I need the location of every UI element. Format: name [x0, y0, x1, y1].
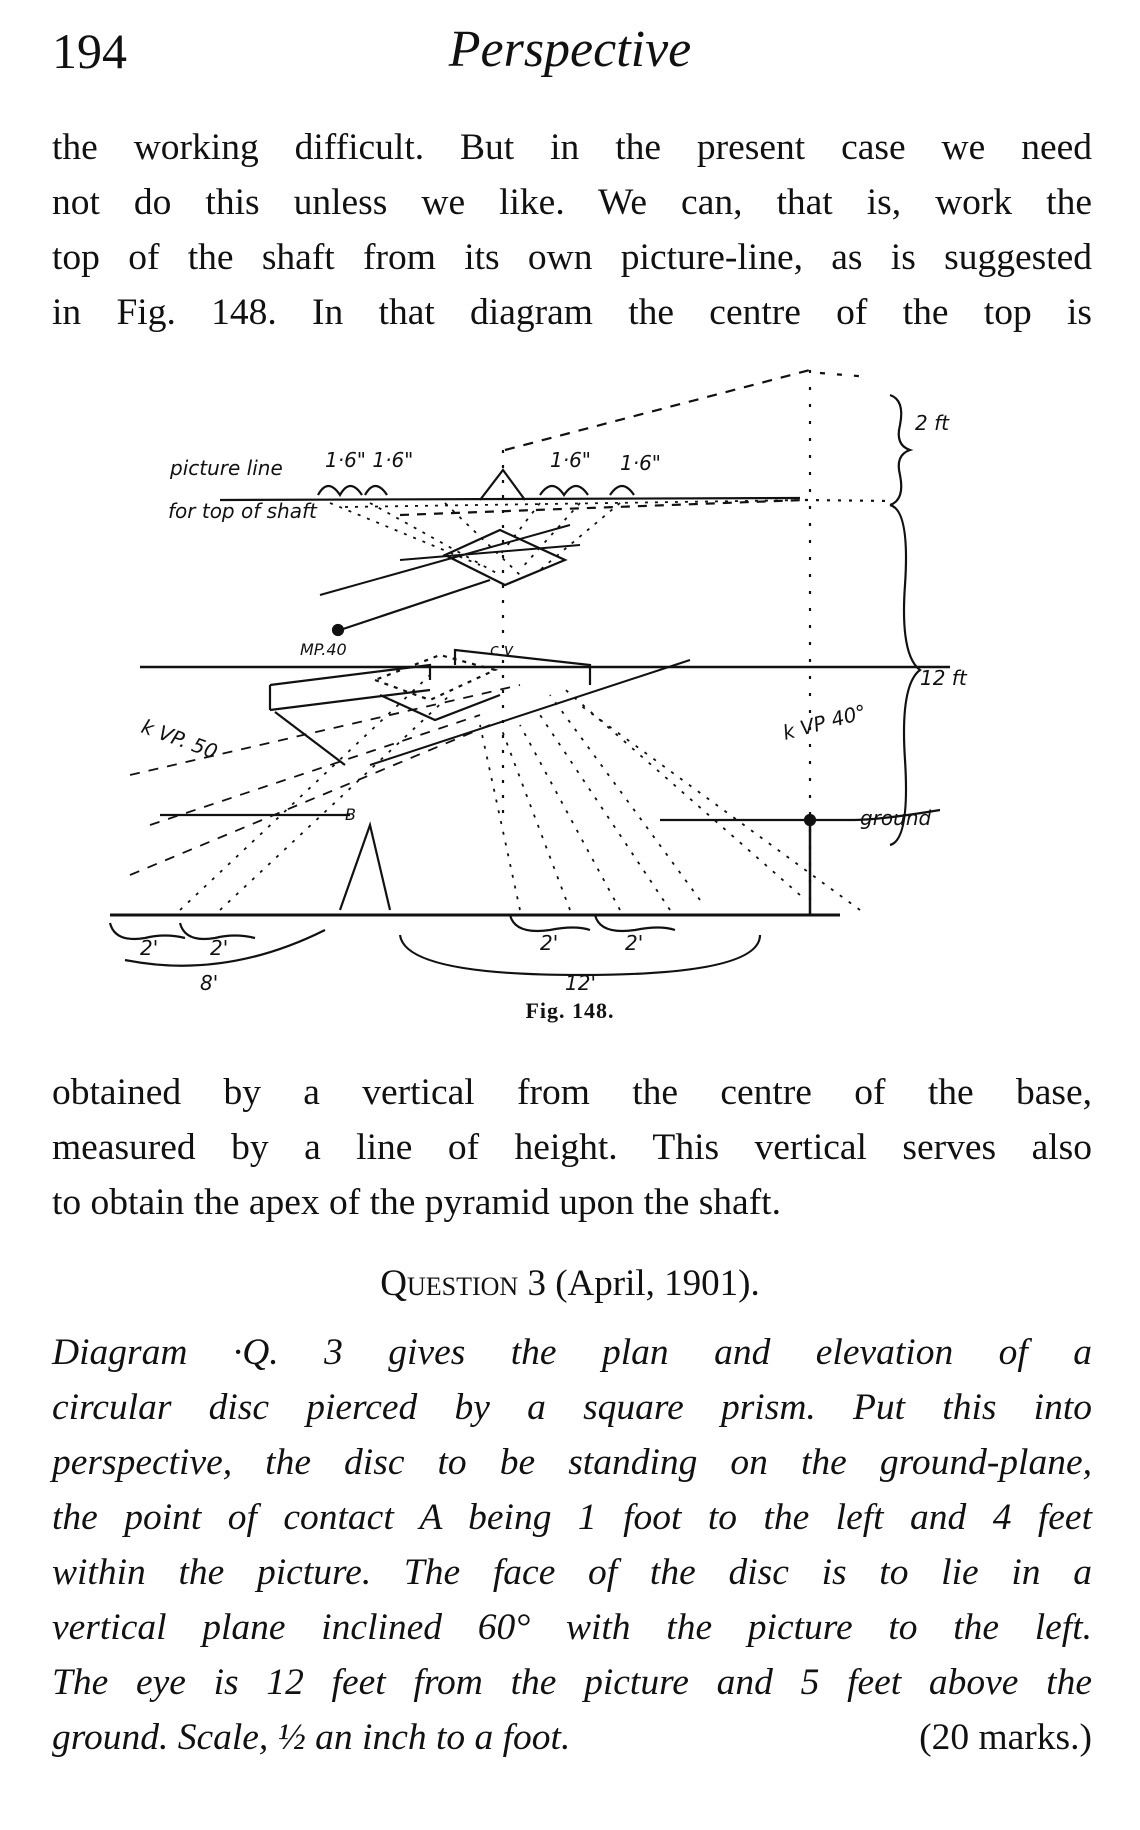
- label-picture-line: picture line: [170, 456, 283, 480]
- label-2-a: 2': [140, 936, 159, 960]
- label-dims-left: 1·6" 1·6": [325, 448, 414, 472]
- label-2-c: 2': [540, 931, 559, 955]
- page-number: 194: [52, 23, 127, 79]
- base-box: [270, 650, 590, 710]
- label-point-b: B: [345, 805, 356, 824]
- label-dims-right-2: 1·6": [620, 451, 662, 475]
- brace-12ft: [890, 505, 920, 845]
- label-2-b: 2': [210, 936, 229, 960]
- text-line: to obtain the apex of the pyramid upon the shaft.: [52, 1182, 781, 1223]
- text-line-last: [52, 1710, 1092, 1765]
- question-heading-word: Question: [380, 1263, 519, 1304]
- label-2-d: 2': [625, 931, 644, 955]
- marks-label: (20 marks.): [919, 1717, 1092, 1758]
- label-8: 8': [200, 971, 219, 995]
- text-line: obtained by a vertical from the centre of the base,: [52, 1072, 1092, 1113]
- text-line: perspective, the disc to be standing on the ground-plane,: [52, 1442, 1092, 1483]
- dashed-line-top: [505, 370, 810, 450]
- text-line: the point of contact A being 1 foot to the left and 4 feet: [52, 1497, 1092, 1538]
- text-line: The eye is 12 feet from the picture and 5 feet above the: [52, 1662, 1092, 1703]
- label-12ft: 12 ft: [920, 666, 967, 690]
- label-mp: MP.40: [300, 640, 347, 659]
- text-line: vertical plane inclined 60° with the picture to the left.: [52, 1607, 1092, 1648]
- question-heading: [0, 1262, 1140, 1305]
- question-heading-rest: 3 (April, 1901).: [518, 1263, 760, 1304]
- label-2ft: 2 ft: [915, 411, 949, 435]
- text-line: not do this unless we like. We can, that is, work the: [52, 182, 1092, 223]
- text-line: measured by a line of height. This vertical serves also: [52, 1127, 1092, 1168]
- text-line: Diagram ·Q. 3 gives the plan and elevation of a: [52, 1332, 1092, 1373]
- paragraph-1: [52, 120, 1092, 340]
- text-line: within the picture. The face of the disc is to lie in a: [52, 1552, 1092, 1593]
- figure-148-diagram: [100, 355, 1020, 1025]
- label-vp-right: k VP 40°: [780, 699, 869, 745]
- brace-2ft: [890, 395, 910, 505]
- text-line: top of the shaft from its own picture-line, as is suggested: [52, 237, 1092, 278]
- label-cv: c v: [490, 640, 514, 659]
- running-head: Perspective: [448, 21, 692, 78]
- figure-caption: Fig. 148.: [525, 998, 615, 1023]
- label-ground: ground: [860, 806, 932, 830]
- text-line: circular disc pierced by a square prism. Put this into: [52, 1387, 1092, 1428]
- text-line: the working difficult. But in the present case we need: [52, 127, 1092, 168]
- paragraph-2: [52, 1065, 1092, 1230]
- label-vp-left: k VP. 50: [138, 714, 221, 764]
- text-line: in Fig. 148. In that diagram the centre of the top is: [52, 292, 1092, 333]
- label-for-top-of-shaft: for top of shaft: [168, 499, 317, 523]
- question-last-line: ground. Scale, ½ an inch to a foot.: [52, 1717, 571, 1758]
- label-dims-right-1: 1·6": [550, 448, 592, 472]
- label-12: 12': [565, 971, 596, 995]
- question-text: [52, 1325, 1092, 1765]
